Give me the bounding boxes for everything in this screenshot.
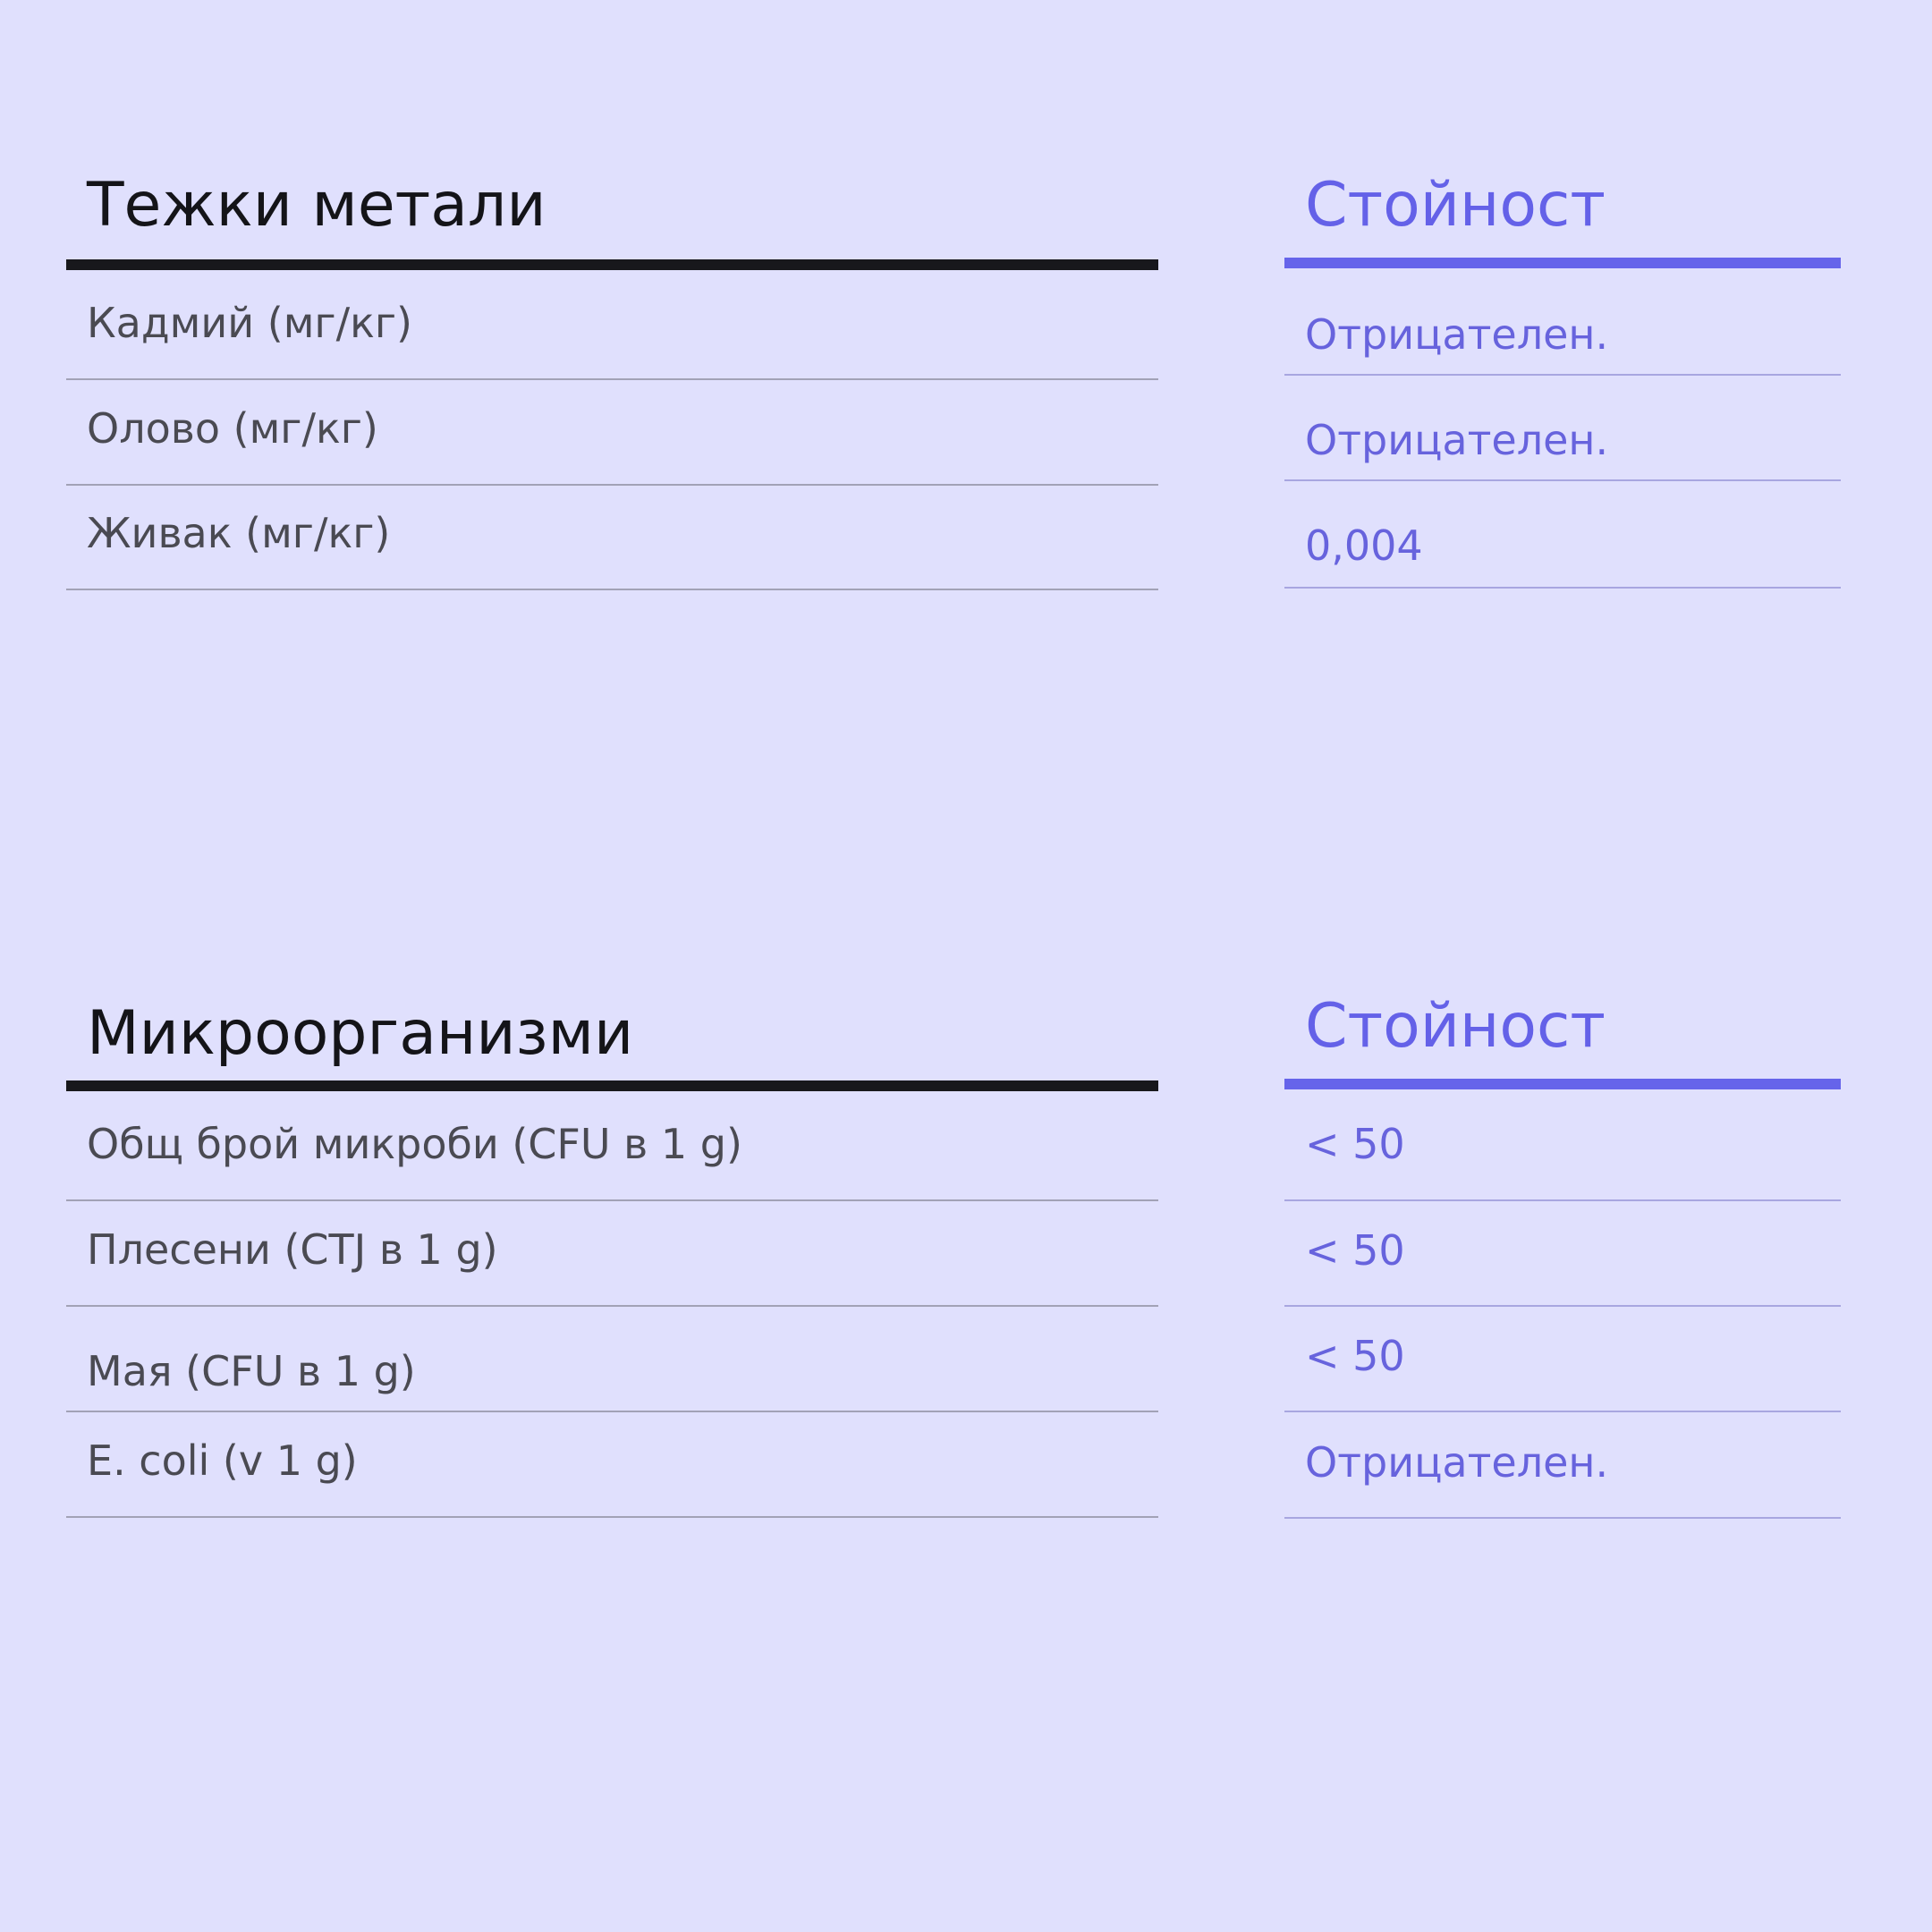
row-value: < 50 bbox=[1305, 1120, 1405, 1168]
microorganisms-value-heading: Стойност bbox=[1305, 991, 1606, 1062]
row-label: Кадмий (мг/кг) bbox=[87, 299, 412, 347]
row-value: < 50 bbox=[1305, 1332, 1405, 1380]
table-row bbox=[1284, 1307, 1841, 1412]
table-row bbox=[66, 275, 1158, 380]
heavy-metals-value-heading: Стойност bbox=[1305, 170, 1606, 241]
heavy-metals-value-heading-rule bbox=[1284, 258, 1841, 268]
table-row bbox=[66, 485, 1158, 590]
row-label: Мая (CFU в 1 g) bbox=[87, 1347, 416, 1395]
row-value: Отрицателен. bbox=[1305, 416, 1609, 464]
microorganisms-value-heading-rule bbox=[1284, 1079, 1841, 1089]
table-row bbox=[1284, 1413, 1841, 1519]
row-divider bbox=[66, 589, 1158, 590]
row-label: Общ брой микроби (CFU в 1 g) bbox=[87, 1120, 742, 1168]
heavy-metals-heading: Тежки метали bbox=[87, 170, 547, 241]
row-value: Отрицателен. bbox=[1305, 310, 1609, 359]
row-label: Олово (мг/кг) bbox=[87, 404, 378, 453]
table-row bbox=[66, 380, 1158, 486]
table-row bbox=[1284, 270, 1841, 376]
row-divider bbox=[1284, 1411, 1841, 1412]
row-divider bbox=[1284, 1517, 1841, 1519]
microorganisms-heading-rule bbox=[66, 1080, 1158, 1091]
table-row bbox=[1284, 483, 1841, 589]
row-label: Плесени (CTJ в 1 g) bbox=[87, 1225, 498, 1274]
microorganisms-heading: Микроорганизми bbox=[87, 998, 634, 1069]
table-row bbox=[66, 1412, 1158, 1518]
row-label: E. coli (v 1 g) bbox=[87, 1436, 358, 1485]
row-value: Отрицателен. bbox=[1305, 1438, 1609, 1487]
row-divider bbox=[1284, 479, 1841, 481]
row-value: 0,004 bbox=[1305, 521, 1423, 570]
table-row bbox=[66, 1096, 1158, 1201]
row-divider bbox=[66, 1516, 1158, 1518]
row-value: < 50 bbox=[1305, 1226, 1405, 1275]
table-row bbox=[1284, 376, 1841, 481]
table-row bbox=[66, 1307, 1158, 1412]
heavy-metals-heading-rule bbox=[66, 259, 1158, 270]
row-divider bbox=[1284, 587, 1841, 589]
table-row bbox=[66, 1201, 1158, 1307]
table-row bbox=[1284, 1201, 1841, 1307]
row-label: Живак (мг/кг) bbox=[87, 509, 391, 557]
table-row bbox=[1284, 1096, 1841, 1201]
